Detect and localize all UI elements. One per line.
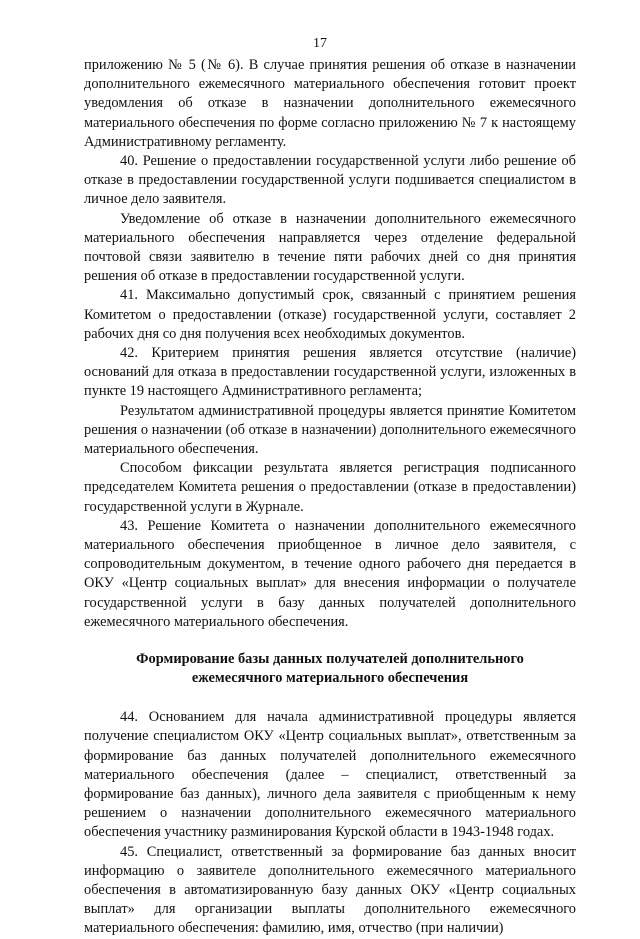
paragraph: Результатом административной процедуры является принятие Комитетом решения о назначении (об отказе в назначении) дополнительного ежемесячного материального обеспечения. bbox=[84, 402, 576, 458]
paragraph: 40. Решение о предоставлении государственной услуги либо решение об отказе в предоставлении государственной услуги подшивается специалистом в личное дело заявителя. bbox=[84, 153, 576, 208]
paragraph: 43. Решение Комитета о назначении дополнительного ежемесячного материального обеспечения приобщенное в личное дело заявителя, с сопроводительным документом, в течение одного рабочего дня передается в ОКУ «Центр социальных выплат» для внесения информации о получателе государственной услуги в базу данных получателей дополнительного ежемесячного материального обеспечения. bbox=[84, 517, 576, 630]
paragraph: 42. Критерием принятия решения является отсутствие (наличие) оснований для отказа в предоставлении государственной услуги, изложенных в пункте 19 настоящего Административного регламента; bbox=[84, 345, 576, 400]
paragraph: Уведомление об отказе в назначении дополнительного ежемесячного материального обеспечения направляется через отделение федеральной почтовой связи заявителю в течение пяти рабочих дней со дня принятия решения об отказе в предоставлении государственной услуги. bbox=[84, 210, 576, 285]
page-number: 17 bbox=[313, 36, 327, 51]
paragraph: 41. Максимально допустимый срок, связанный с принятием решения Комитетом о предоставлении (отказе) государственной услуги, составляет 2 рабочих дня со дня получения всех необходимых документов. bbox=[84, 287, 576, 342]
section-heading bbox=[84, 650, 576, 688]
paragraph: Способом фиксации результата является регистрация подписанного председателем Комитета решения о предоставлении (отказе в предоставлении) государственной услуги в Журнале. bbox=[84, 460, 576, 515]
paragraph-group-top bbox=[84, 56, 576, 632]
document-body bbox=[84, 56, 576, 939]
section-heading-line-1: Формирование базы данных получателей дополнительного bbox=[136, 651, 524, 668]
paragraph: приложению № 5 (№ 6). В случае принятия решения об отказе в назначении дополнительного ежемесячного материального обеспечения готовит проект уведомления об отказе в назначении дополнительного ежемесячного материального обеспечения по форме согласно приложению № 7 к настоящему Административному регламенту. bbox=[84, 57, 576, 150]
paragraph-group-bottom bbox=[84, 708, 576, 938]
section-heading-line-2: ежемесячного материального обеспечения bbox=[191, 670, 469, 687]
paragraph: 44. Основанием для начала административной процедуры является получение специалистом ОКУ «Центр социальных выплат», ответственным за формирование баз данных получателей дополнительного ежемесячного материального обеспечения (далее – специалист, ответственный за формирование баз данных), личного дела заявителя с приобщенным к нему решением о назначении дополнительного ежемесячного материального обеспечения участнику разминирования Курской области в 1943-1948 годах. bbox=[84, 709, 576, 841]
paragraph: 45. Специалист, ответственный за формирование баз данных вносит информацию о заявителе дополнительного ежемесячного материального обеспечения в автоматизированную базу данных ОКУ «Центр социальных выплат» для организации выплаты дополнительного ежемесячного материального обеспечения: фамилию, имя, отчество (при наличии) bbox=[84, 843, 576, 937]
